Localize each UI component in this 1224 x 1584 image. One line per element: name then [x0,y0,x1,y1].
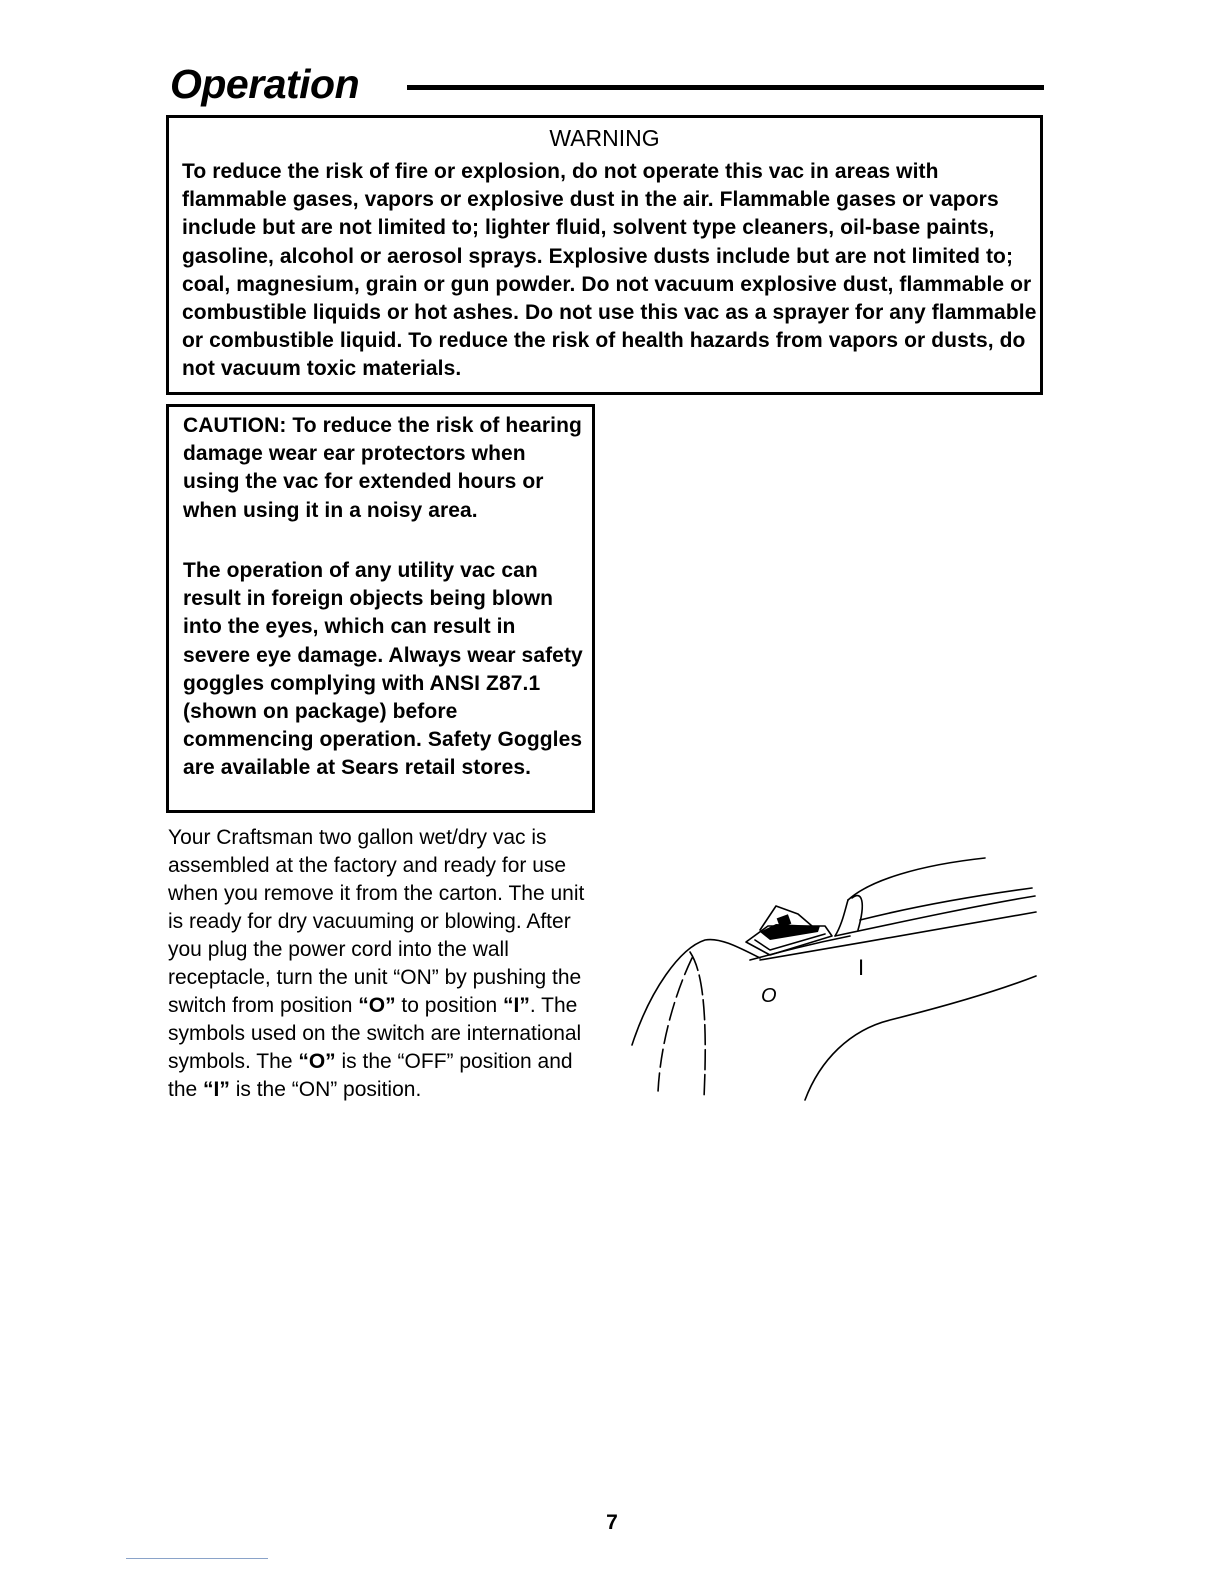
power-switch-illustration [620,840,1050,1110]
operation-instructions [168,824,598,1104]
handle-grip-contour [852,896,862,930]
caution-eye-text: The operation of any utility vac can result in foreign objects being blown into the eyes, which can result in severe eye damage. Always wear safety goggles complying with ANSI Z87.1 (shown on package) before commencing operation. Safety Goggles are available at Sears retail stores. [183,559,583,780]
switch-off-label: O [761,985,777,1007]
body-upper-line [860,888,1032,920]
handle-outline [848,858,985,900]
instructions-part-3: . The symbols used on the switch are international symbols. The [168,994,582,1073]
switch-on-label: I [858,955,865,980]
instructions-part-2: to position [395,994,503,1017]
tank-outline [632,939,760,1045]
symbol-on: “I” [502,994,530,1017]
tank-lower-edge [805,976,1036,1100]
instructions-part-1: Your Craftsman two gallon wet/dry vac is assembled at the factory and ready for use when you remove it from the carton. The unit is ready for dry vacuuming or blowing. After you plug the power cord into the wall receptacle, turn the unit “ON” by pushing the switch from position [168,826,585,1017]
title-rule [407,85,1044,90]
section-title: Operation [170,61,360,107]
switch-ledge-line [750,936,850,960]
handle-front-edge [835,900,848,936]
page-number: 7 [606,1511,618,1534]
warning-text: To reduce the risk of fire or explosion, do not operate this vac in areas with flammable gases, vapors or explosive dust in the air. Flammable gases or vapors include but are not limited to; lighter fluid, solvent type cleaners, oil-base paints, gasoline, alcohol or aerosol sprays. Explosive dusts include but are not limited to; coal, magnesium, grain or gun powder. Do not vacuum explosive dust, flammable or combustible liquids or hot ashes. Do not use this vac as a sprayer for any flammable or combustible liquid. To reduce the risk of health hazards from vapors or dusts, do not vacuum toxic materials. [182,160,1037,381]
footer-rule [126,1558,268,1559]
symbol-on: “I” [203,1078,230,1101]
caution-hearing-text: CAUTION: To reduce the risk of hearing damage wear ear protectors when using the vac for extended hours or when using it in a noisy area. [183,414,582,522]
warning-heading: WARNING [549,125,660,151]
instructions-part-4: is the “OFF” position and the [168,1050,573,1101]
tank-seam-right [690,952,705,1098]
caution-box [166,404,595,813]
body-lower-line [760,912,1036,960]
warning-box [166,115,1043,395]
symbol-off: “O” [298,1050,336,1073]
instructions-part-5: is the “ON” position. [229,1078,422,1101]
symbol-off: “O” [358,994,396,1017]
